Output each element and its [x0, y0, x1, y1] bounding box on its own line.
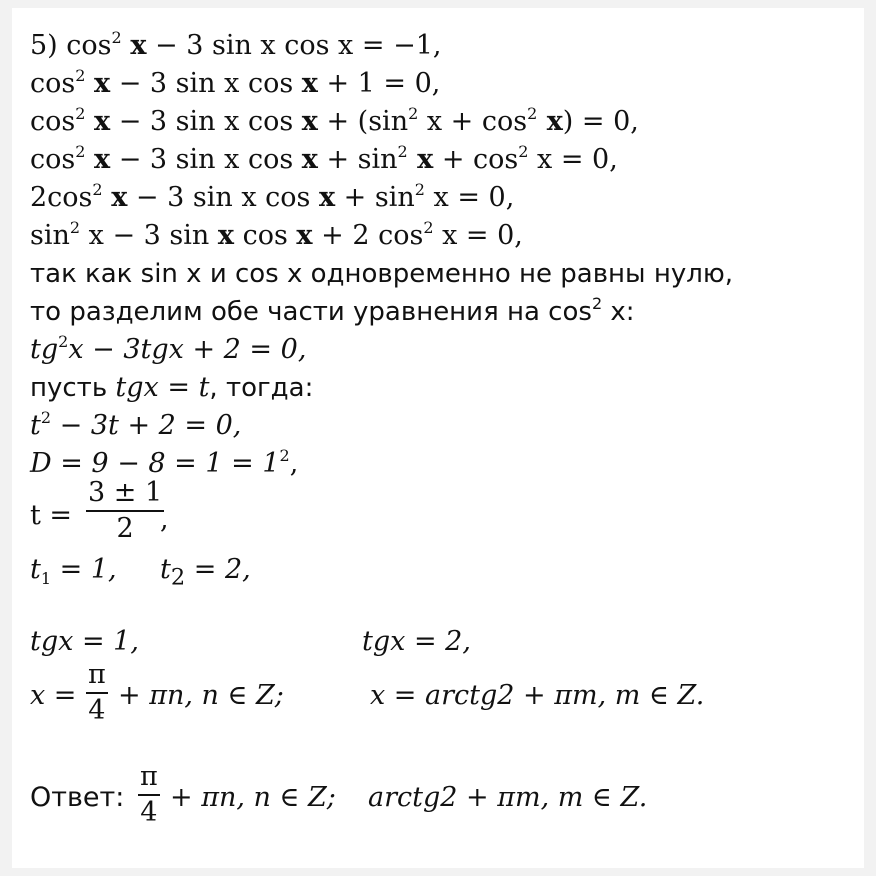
text-line-since: так как sin x и cos x одновременно не равны нулю,	[30, 259, 734, 289]
fraction-denominator: 4	[140, 797, 158, 828]
solution-sheet	[12, 8, 864, 868]
solution-1-fraction	[86, 660, 108, 726]
fraction-numerator: π	[88, 659, 106, 690]
solution-1-lhs: x =	[30, 680, 77, 711]
answer-fraction	[138, 762, 160, 828]
fraction-numerator: 3 ± 1	[88, 477, 163, 508]
equation-line-3: $\cos^2 x - 3$ sin x $\cos x + (\sin^2$ $x + \cos^2 x) = 0$,	[30, 104, 639, 137]
equation-tg-2: tgx = 2,	[362, 626, 471, 657]
equation-line-2: $\cos^2 x - 3$ sin x cos x + 1 = 0,	[30, 66, 441, 99]
text-line-divide: то разделим обе части уравнения на $\cos^2 x$:	[30, 294, 635, 327]
fraction-denominator: 2	[116, 513, 134, 544]
equation-tg-1: tgx = 1,	[30, 626, 139, 657]
equation-line-discriminant: $D = 9 - 8 = 1 = 1^2$,	[30, 446, 299, 479]
equation-line-6: $\sin^2 x - 3$ sin x cos x + 2 $\cos^2 x = 0$,	[30, 218, 523, 251]
solution-1-rest: + πn, n ∈ Z;	[118, 680, 284, 711]
text-line-let: пусть tgx = t, тогда:	[30, 372, 314, 403]
equation-line-5: $2\cos^2$ x − 3 sin x $\cos x + \sin^2 x = 0$,	[30, 180, 515, 213]
fraction-numerator: π	[140, 761, 158, 792]
fraction-denominator: 4	[88, 695, 106, 726]
answer-label: Ответ:	[30, 782, 125, 813]
roots-formula-fraction	[86, 478, 164, 544]
answer-right: arctg2 + πm, m ∈ Z.	[368, 782, 648, 813]
roots-formula-lhs: t =	[30, 500, 73, 531]
roots-formula-comma: ,	[160, 504, 169, 535]
equation-line-tg: $tg^2x - 3tgx + 2 = 0$,	[30, 332, 307, 365]
equation-line-4: $\cos^2 x - 3$ sin x $\cos x + \sin^2 x + \cos^2 x = 0$,	[30, 142, 618, 175]
equation-line-1: 5) $\cos^2 x - 3$ sin x cos x = −1,	[30, 28, 442, 61]
equation-root-t2: $t_2 = 2$,	[160, 554, 251, 591]
solution-2: x = arctg2 + πm, m ∈ Z.	[370, 680, 705, 711]
equation-line-quadratic: $t^2 - 3t + 2 = 0$,	[30, 408, 242, 441]
equation-line-roots: $t_1 = 1$,	[30, 554, 117, 588]
answer-rest: + πn, n ∈ Z;	[170, 782, 336, 813]
